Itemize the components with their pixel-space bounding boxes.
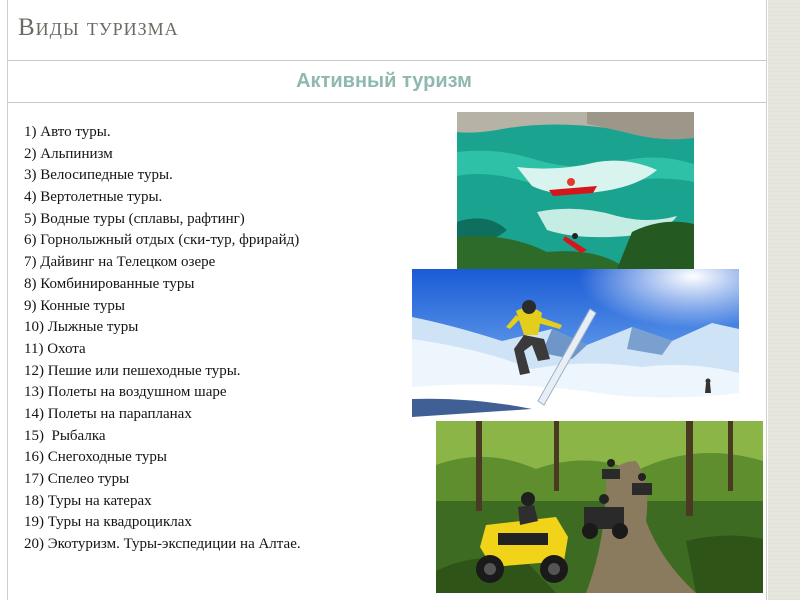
left-border-line (7, 0, 8, 600)
title-divider (8, 60, 766, 61)
list-item: 7) Дайвинг на Телецком озере (24, 254, 216, 271)
list-item: 18) Туры на катерах (24, 492, 152, 509)
list-item: 10) Лыжные туры (24, 319, 139, 336)
atv-photo (436, 421, 763, 593)
right-border-line (766, 0, 767, 600)
subtitle-divider (8, 102, 766, 103)
slide-background-edge (768, 0, 800, 600)
kayaking-photo (457, 112, 694, 269)
list-item: 1) Авто туры. (24, 124, 111, 140)
list-item: 6) Горнолыжный отдых (ски-тур, фрирайд) (24, 232, 300, 249)
list-item: 9) Конные туры (24, 297, 125, 314)
list-item: 2) Альпинизм (24, 145, 113, 162)
list-item: 17) Спелео туры (24, 471, 130, 487)
snowboard-photo (412, 269, 739, 417)
list-item: 14) Полеты на парапланах (24, 405, 192, 422)
list-item: 5) Водные туры (сплавы, рафтинг) (24, 210, 245, 227)
list-item: 3) Велосипедные туры. (24, 167, 173, 184)
slide-title: Виды туризма (18, 14, 179, 41)
list-item: 20) Экотуризм. Туры-экспедиции на Алтае. (24, 536, 301, 553)
slide-subtitle: Активный туризм (296, 70, 472, 92)
list-item: 15) Рыбалка (24, 427, 106, 444)
list-item: 8) Комбинированные туры (24, 275, 195, 292)
list-item: 12) Пешие или пешеходные туры. (24, 362, 241, 379)
list-item: 16) Снегоходные туры (24, 449, 167, 466)
list-item: 13) Полеты на воздушном шаре (24, 384, 227, 401)
list-item: 11) Охота (24, 340, 86, 357)
tour-type-list (24, 122, 301, 556)
list-item: 19) Туры на квадроциклах (24, 514, 192, 531)
list-item: 4) Вертолетные туры. (24, 189, 163, 206)
